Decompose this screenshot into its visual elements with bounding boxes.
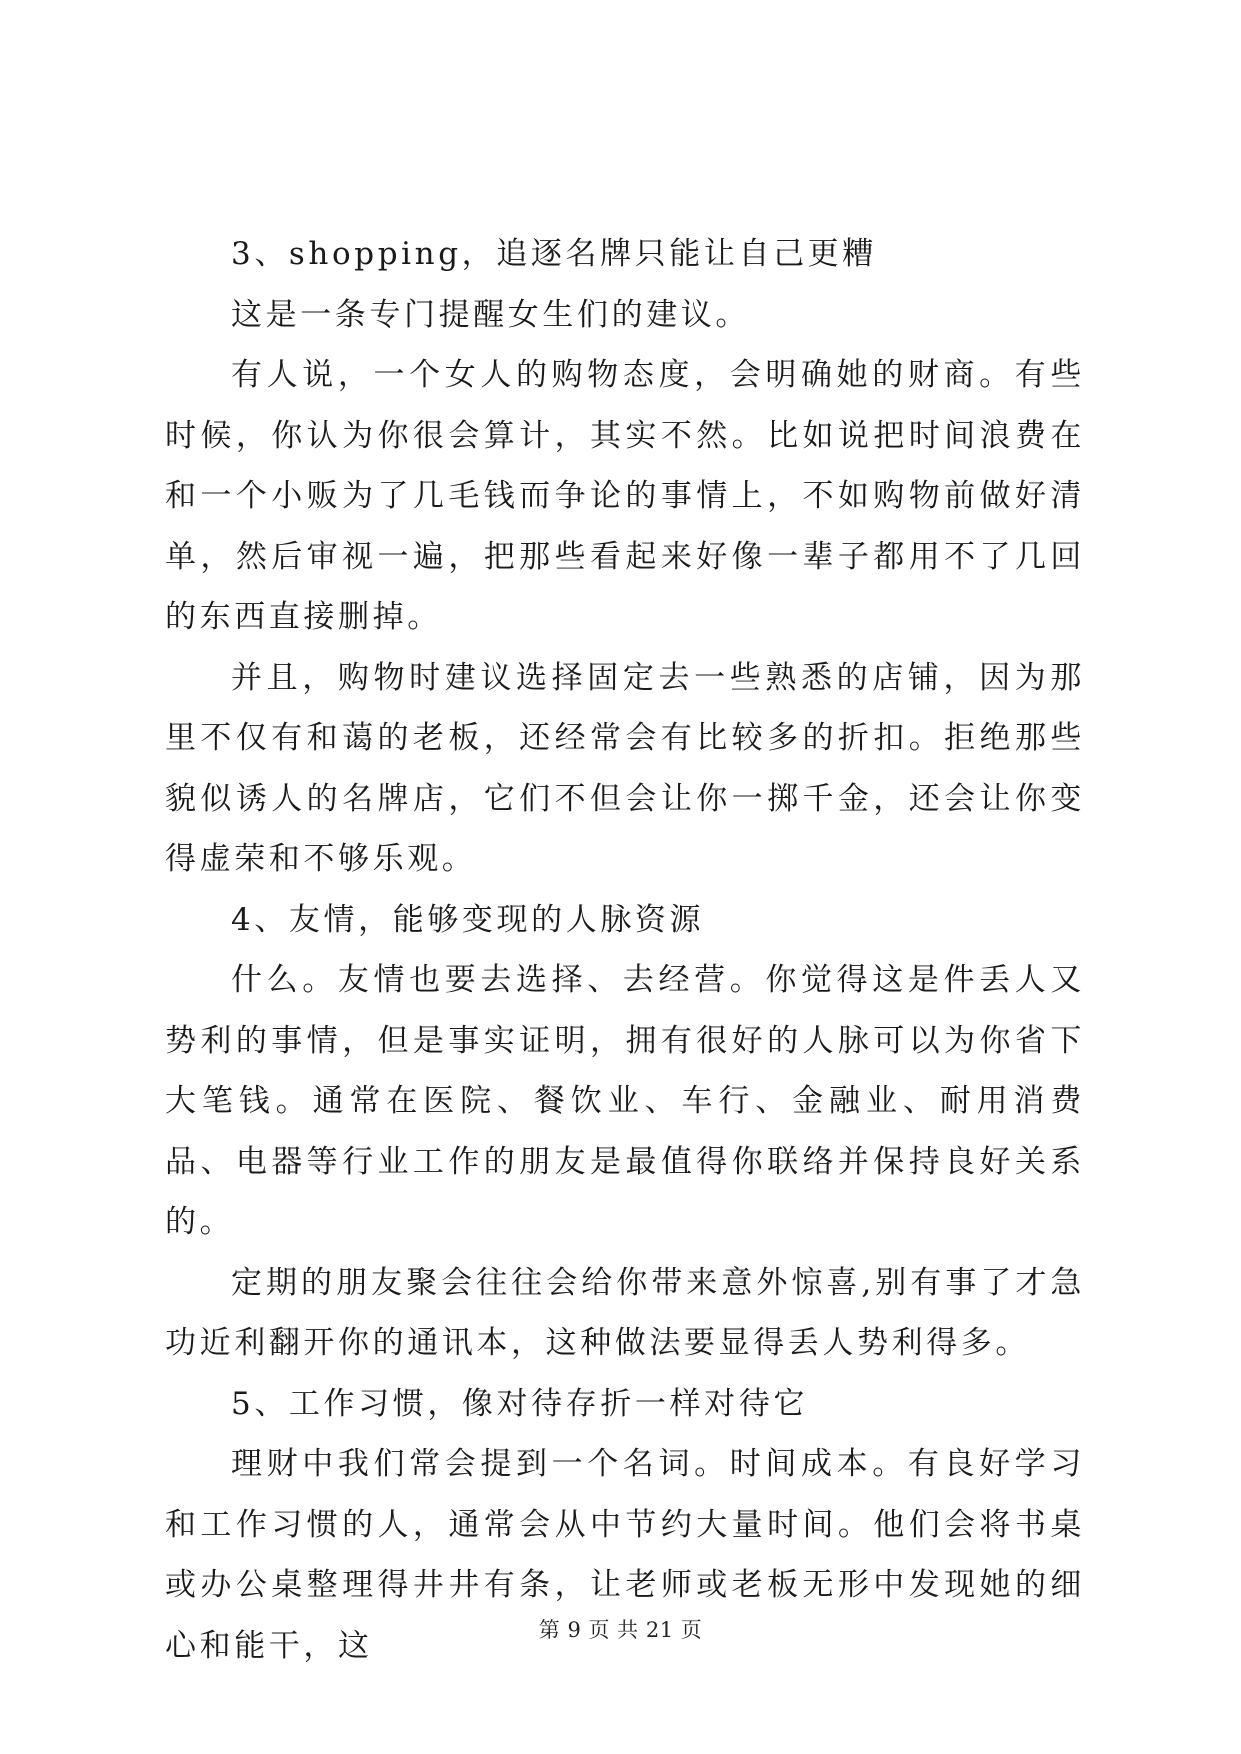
section-heading-friendship: 4、友情，能够变现的人脉资源 bbox=[231, 901, 705, 938]
paragraph: 理财中我们常会提到一个名词。时间成本。有良好学习和工作习惯的人，通常会从中节约大量时间。他们会将书桌或办公桌整理得井井有条，让老师或老板无形中发现她的细心和能干，这 bbox=[165, 1446, 1085, 1664]
section-heading-shopping: 3、shopping，追逐名牌只能让自己更糟 bbox=[231, 236, 877, 272]
paragraph: 定期的朋友聚会往往会给你带来意外惊喜,别有事了才急功近利翻开你的通讯本，这种做法要显得丢人势利得多。 bbox=[165, 1264, 1085, 1361]
paragraph: 有人说，一个女人的购物态度，会明确她的财商。有些时候，你认为你很会算计，其实不然。比如说把时间浪费在和一个小贩为了几毛钱而争论的事情上，不如购物前做好清单，然后审视一遍，把那些看起来好像一辈子都用不了几回的东西直接删掉。 bbox=[165, 357, 1085, 635]
document-body bbox=[165, 224, 1085, 1676]
paragraph: 什么。友情也要去选择、去经营。你觉得这是件丢人又势利的事情，但是事实证明，拥有很好的人脉可以为你省下大笔钱。通常在医院、餐饮业、车行、金融业、耐用消费品、电器等行业工作的朋友是最值得你联络并保持良好关系的。 bbox=[165, 962, 1085, 1240]
page-number-footer: 第 9 页 共 21 页 bbox=[538, 1618, 703, 1642]
paragraph: 并且，购物时建议选择固定去一些熟悉的店铺，因为那里不仅有和蔼的老板，还经常会有比较多的折扣。拒绝那些貌似诱人的名牌店，它们不但会让你一掷千金，还会让你变得虚荣和不够乐观。 bbox=[165, 659, 1085, 877]
section-heading-work-habits: 5、工作习惯，像对待存折一样对待它 bbox=[231, 1385, 808, 1422]
paragraph: 这是一条专门提醒女生们的建议。 bbox=[231, 296, 750, 333]
